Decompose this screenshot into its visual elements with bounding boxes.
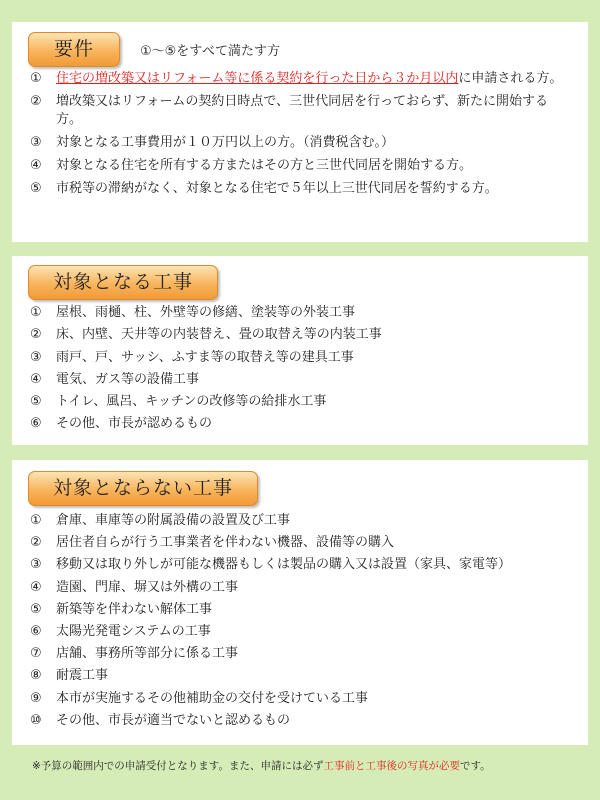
item-number: ⑥ — [30, 623, 42, 639]
item-number: ⑤ — [30, 601, 42, 617]
ineligible-works-heading: 対象とならない工事 — [28, 471, 258, 506]
item-text: 耐震工事 — [56, 668, 109, 684]
item-number: ② — [30, 327, 42, 343]
item-text: 対象となる工事費用が１０万円以上の方。（消費税含む。） — [56, 135, 395, 150]
list-item — [12, 304, 588, 322]
item-number: ④ — [30, 371, 42, 387]
item-number: ⑩ — [30, 712, 42, 728]
list-item — [12, 70, 588, 88]
item-text: 造園、門扉、塀又は外構の工事 — [56, 579, 239, 595]
list-item — [12, 534, 588, 552]
item-number: ④ — [30, 579, 42, 595]
list-item — [12, 667, 588, 685]
item-text: 移動又は取り外しが可能な機器もしくは製品の購入又は設置（家具、家電等） — [56, 557, 512, 573]
item-number: ② — [30, 535, 42, 551]
list-item — [12, 393, 588, 411]
item-number: ① — [30, 71, 42, 86]
eligible-works-panel — [12, 256, 588, 445]
item-number: ⑨ — [30, 690, 42, 706]
item-number: ③ — [30, 557, 42, 573]
list-item — [12, 134, 588, 152]
item-text: 店舗、事務所等部分に係る工事 — [56, 646, 239, 662]
item-text: 本市が実施するその他補助金の交付を受けている工事 — [56, 690, 369, 706]
requirements-heading: 要件 — [28, 32, 120, 67]
item-text: その他、市長が認めるもの — [56, 416, 213, 432]
eligible-works-heading: 対象となる工事 — [28, 265, 218, 300]
item-number: ④ — [30, 158, 42, 173]
item-number: ③ — [30, 135, 42, 150]
item-text: 新築等を伴わない解体工事 — [56, 601, 213, 617]
item-number: ⑦ — [30, 646, 42, 662]
item-text: 雨戸、戸、サッシ、ふすま等の取替え等の建具工事 — [56, 349, 354, 365]
list-item — [12, 371, 588, 389]
list-item — [12, 712, 588, 730]
item-number: ② — [30, 94, 42, 109]
list-item — [12, 512, 588, 530]
item-text: 電気、ガス等の設備工事 — [56, 371, 200, 387]
item-number: ③ — [30, 349, 42, 365]
list-item — [12, 601, 588, 619]
list-item — [12, 349, 588, 367]
list-item — [12, 623, 588, 641]
list-item — [12, 157, 588, 175]
requirements-panel — [12, 22, 588, 242]
footnote — [32, 758, 491, 773]
item-text: 市税等の滞納がなく、対象となる住宅で５年以上三世代同居を誓約する方。 — [56, 181, 498, 196]
footnote-prefix: ※予算の範囲内での申請受付となります。また、申請には必ず — [32, 760, 324, 772]
item-text: 対象となる住宅を所有する方またはその方と三世代同居を開始する方。 — [56, 158, 473, 173]
requirements-subtitle: ①～⑤をすべて満たす方 — [140, 44, 281, 59]
item-text: トイレ、風呂、キッチンの改修等の給排水工事 — [56, 394, 327, 410]
item-number: ⑥ — [30, 416, 42, 432]
item-text: 屋根、雨樋、柱、外壁等の修繕、塗装等の外装工事 — [56, 305, 356, 320]
requirements-list — [12, 70, 588, 203]
item-number: ⑤ — [30, 394, 42, 410]
list-item — [12, 415, 588, 433]
list-item — [12, 645, 588, 663]
ineligible-works-list — [12, 512, 588, 734]
item-text: 居住者自らが行う工事業者を伴わない機器、設備等の購入 — [56, 535, 395, 551]
item-text: 倉庫、車庫等の附属設備の設置及び工事 — [56, 513, 291, 528]
list-item — [12, 579, 588, 597]
footnote-suffix: です。 — [459, 760, 491, 772]
list-item — [12, 93, 588, 129]
list-item — [12, 690, 588, 708]
ineligible-works-panel — [12, 460, 588, 745]
item-number: ① — [30, 305, 42, 320]
list-item — [12, 326, 588, 344]
item-text: その他、市長が適当でないと認めるもの — [56, 712, 291, 728]
item-text: に申請される方。 — [458, 71, 563, 86]
list-item — [12, 556, 588, 574]
item-number: ① — [30, 513, 42, 528]
deadline-highlight: 住宅の増改築又はリフォーム等に係る契約を行った日から３か月以内 — [56, 71, 459, 86]
item-number: ⑧ — [30, 668, 42, 684]
eligible-works-list — [12, 304, 588, 438]
list-item — [12, 180, 588, 198]
item-text: 太陽光発電システムの工事 — [56, 623, 211, 639]
item-text: 増改築又はリフォームの契約日時点で、三世代同居を行っておらず、新たに開始する方。 — [56, 94, 549, 127]
item-text: 床、内壁、天井等の内装替え、畳の取替え等の内装工事 — [56, 327, 382, 343]
footnote-photo-requirement: 工事前と工事後の写真が必要 — [323, 760, 460, 772]
item-number: ⑤ — [30, 181, 42, 196]
